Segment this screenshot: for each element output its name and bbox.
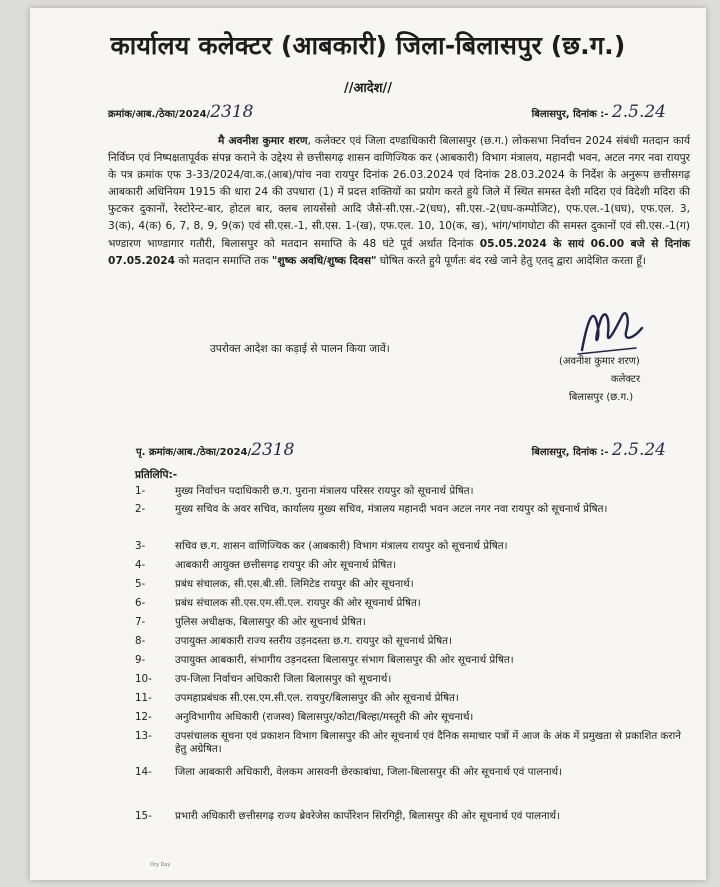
copy-reference-row (108, 440, 666, 460)
copy-number-handwritten: 2318 (251, 440, 295, 460)
list-item: 12- अनुविभागीय अधिकारी (राजस्व) बिलासपुर/कोटा/बिल्हा/मस्तूरी की ओर सूचनार्थ। (135, 711, 474, 723)
order-date (532, 102, 666, 122)
copy-date-label: बिलासपुर, दिनांक :- (531, 447, 609, 458)
list-item: 15- प्रभारी अधिकारी छत्तीसगढ़ राज्य ब्रेवरेजेस कार्पोरेशन सिरगिट्टी, बिलासपुर की ओर सूचनार्थ एवं पालनार्थ। (135, 810, 561, 822)
copy-number (136, 440, 294, 460)
office-title: कार्यालय कलेक्टर (आबकारी) जिला-बिलासपुर (छ.ग.) (110, 31, 626, 60)
list-item: 14- जिला आबकारी अधिकारी, वेलकम आसवनी छेरकाबांधा, जिला-बिलासपुर की ओर सूचनार्थ एवं पालनार्थ। (135, 766, 563, 778)
order-date-handwritten: 2.5.24 (611, 102, 666, 122)
copy-number-prefix: पृ. क्रमांक/आब./ठेका/2024/ (136, 447, 252, 458)
order-number (108, 102, 253, 122)
list-item: 5- प्रबंध संचालक, सी.एस.बी.सी. लिमिटेड रायपुर की ओर सूचनार्थ। (135, 578, 414, 590)
list-item: 10- उप-जिला निर्वाचन अधिकारी जिला बिलासपुर को सूचनार्थ। (135, 673, 392, 685)
signatory-name: (अवनीश कुमार शरण) (559, 356, 640, 367)
list-item: 1- मुख्य निर्वाचन पदाधिकारी छ.ग. पुराना मंत्रालय परिसर रायपुर को सूचनार्थ प्रेषित। (135, 485, 474, 497)
signatory-designation: कलेक्टर (611, 374, 641, 385)
signatory-place: बिलासपुर (छ.ग.) (569, 392, 634, 403)
order-number-handwritten: 2318 (210, 102, 254, 122)
order-number-prefix: क्रमांक/आब./ठेका/2024/ (108, 109, 211, 120)
document-page (30, 8, 706, 880)
dry-period-phrase: "शुष्क अवधि/शुष्क दिवस" (271, 254, 377, 267)
order-reference-row (108, 102, 666, 122)
officer-name: मै अवनीश कुमार शरण (218, 135, 308, 147)
dry-day-date-range: 05.05.2024 के सायं 06.00 बजे से दिनांक 07.05.2024 (108, 237, 690, 267)
corner-note: Dry Day (150, 862, 171, 868)
order-text-part-1: , कलेक्टर एवं जिला दण्डाधिकारी बिलासपुर (छ.ग.) लोकसभा निर्वाचन 2024 संबंधी मतदान कार्य निर्विघ्न एवं निष्पक्षतापूर्वक संपन्न कराने के उद्देश्य से छत्तीसगढ़ शासन वाणिज्यिक कर (आबकारी) विभाग मंत्रालय, महानदी भवन, अटल नगर नवा रायपुर के पत्र क्रमांक एफ 3-33/2024/वा.क.(आब)/पांच नवा रायपुर दिनांक 26.03.2024 एवं दिनांक 28.03.2024 के निर्देश के अनुरूप छत्तीसगढ़ आबकारी अधिनियम 1915 की धारा 24 की उपधारा (1) में प्रदत्त शक्तियों का प्रयोग करते हुये जिले में स्थित समस्त देशी मदिरा एवं विदेशी मदिरा की फुटकर दुकानों, रेस्टोरेन्ट-बार, होटल बार, क्लब लायसेंसो आदि जैसे-सी.एस.-2(घघ), सी.एस.-2(घघ-कम्पोजिट), एफ.एल.-1(घघ), एफ.एल. 3, 3(क), 4(क) 6, 7, 8, 9, 9(क) एवं सी.एस.-1, सी.एस. 1-(ख), एफ.एल. 10, 10(क, ख), भांग/भांगघोटा की समस्त दुकानों एवं सी.एस.-1(ग) भण्डारण भाण्डागार गतौरी, बिलासपुर को मतदान समाप्ति के 48 घंटे पूर्व अर्थात दिनांक (108, 135, 690, 250)
copy-date-handwritten: 2.5.24 (611, 440, 666, 460)
list-item: 8- उपायुक्त आबकारी राज्य स्तरीय उड़नदस्ता छ.ग. रायपुर को सूचनार्थ प्रेषित। (135, 635, 452, 647)
list-item: 4- आबकारी आयुक्त छत्तीसगढ़ रायपुर की ओर सूचनार्थ प्रेषित। (135, 559, 397, 571)
order-body (108, 133, 690, 270)
list-item: 9- उपायुक्त आबकारी, संभागीय उड़नदस्ता बिलासपुर संभाग बिलासपुर की ओर सूचनार्थ प्रेषित। (135, 654, 514, 666)
list-item: 3- सचिव छ.ग. शासन वाणिज्यिक कर (आबकारी) विभाग मंत्रालय रायपुर को सूचनार्थ प्रेषित। (135, 540, 508, 552)
order-text-part-3: घोषित करते हुये पूर्णतः बंद रखे जाने हेतु एतद् द्वारा आदेशित करता हूँ। (376, 254, 646, 267)
list-item: 6- प्रबंध संचालक सी.एस.एम.सी.एल. रायपुर की ओर सूचनार्थ प्रेषित। (135, 597, 421, 609)
copy-date (532, 440, 666, 460)
order-date-label: बिलासपुर, दिनांक :- (531, 109, 609, 120)
order-heading: //आदेश// (343, 81, 393, 96)
copy-recipient-list (135, 485, 695, 846)
order-text-part-2: को मतदान समाप्ति तक (175, 254, 272, 267)
compliance-line: उपरोक्त आदेश का कड़ाई से पालन किया जावें। (210, 343, 390, 355)
list-item: 11- उपमहाप्रबंधक सी.एस.एम.सी.एल. रायपुर/बिलासपुर की ओर सूचनार्थ प्रेषित। (135, 692, 459, 704)
list-item: 7- पुलिस अधीक्षक, बिलासपुर की ओर सूचनार्थ प्रेषित। (135, 616, 366, 628)
copy-to-label: प्रतिलिपि:- (135, 469, 178, 481)
list-item: 13- उपसंचालक सूचना एवं प्रकाशन विभाग बिलासपुर की ओर सूचनार्थ एवं दैनिक समाचार पत्रों में आज के अंक में प्रमुखता से प्रकाशित कराने हेतु अग्रेषित। (135, 730, 681, 755)
list-item: 2- मुख्य सचिव के अवर सचिव, कार्यालय मुख्य सचिव, मंत्रालय महानदी भवन अटल नगर नवा रायपुर को सूचनार्थ प्रेषित। (135, 503, 608, 515)
signature-block (535, 353, 685, 407)
